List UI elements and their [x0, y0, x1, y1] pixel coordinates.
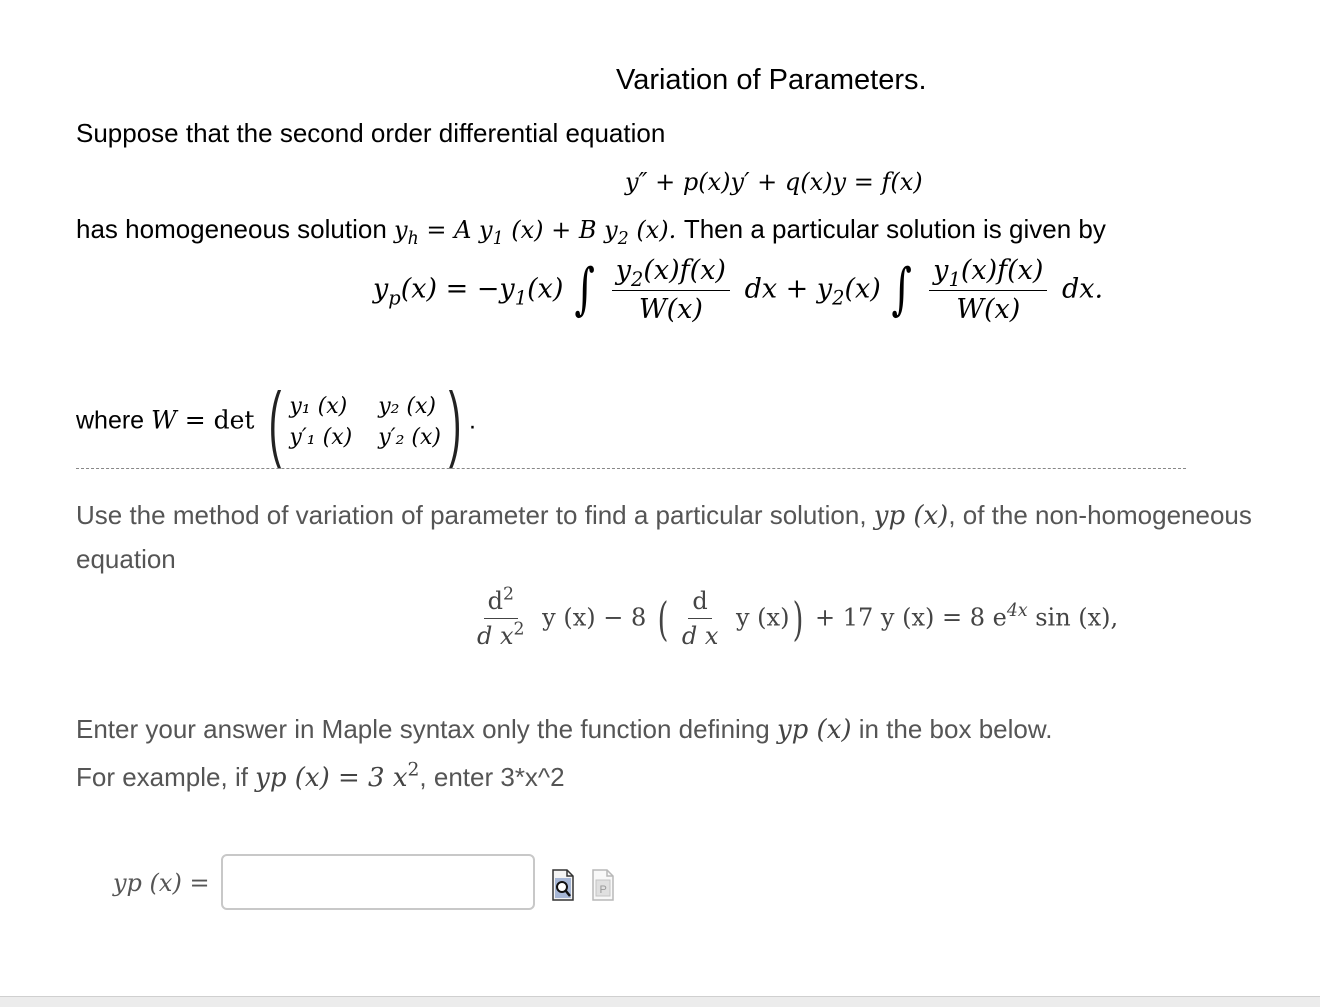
- first-derivative-fraction: $\frac{d}{\text{d x}}$: [681, 587, 719, 651]
- wronskian-definition: where W = det ( y₁ (x) y₂ (x) y′₁ (x) y′₂ (x) ) .: [76, 375, 476, 469]
- homog-prefix: has homogeneous solution: [76, 214, 395, 244]
- nonhomogeneous-equation: $\frac{d^2}{d x^2}$ y (x) − 8 ( $\frac{d}{\text{d x}}$ y (x)) + 17 y (x) = 8 $e^{4x}$ sin (x),: [467, 588, 1118, 650]
- intro-text: Suppose that the second order differential equation: [76, 118, 666, 148]
- matrix-cell: y₁ (x): [289, 394, 348, 419]
- answer-input[interactable]: [221, 854, 535, 910]
- dashed-divider: [76, 468, 1186, 469]
- example-text: For example, if yp (x) = 3 $x^2$, enter 3*x^2: [76, 759, 565, 793]
- fraction-2: $\frac{y_1(x)f(x)}{W(x)}$: [929, 256, 1047, 324]
- homogeneous-solution-text: [76, 214, 1106, 250]
- matrix-cell: y′₁ (x): [289, 425, 353, 450]
- homog-math: $y_h = A$ $y_1$ (x) + B $y_2$ (x).: [394, 216, 684, 250]
- fraction-1: $\frac{y_2(x)f(x)}{W(x)}$: [612, 256, 730, 324]
- svg-text:P: P: [599, 884, 607, 896]
- integral-symbol-2: ∫: [891, 257, 913, 323]
- ode-equation: y″ + p(x)y′ + q(x)y = f(x): [625, 168, 923, 196]
- second-derivative-fraction: $\frac{d^2}{d x^2}$: [477, 584, 525, 651]
- page-footer-bar: [0, 996, 1320, 1007]
- preview-icon[interactable]: [551, 868, 575, 902]
- matrix-cell: y₂ (x): [378, 394, 437, 419]
- answer-label: yp (x) =: [113, 869, 210, 897]
- wronskian-matrix: ( y₁ (x) y₂ (x) y′₁ (x) y′₂ (x) ): [269, 375, 462, 469]
- plain-text-icon[interactable]: [591, 868, 615, 902]
- enter-answer-text: Enter your answer in Maple syntax only the function defining yp (x) in the box below.: [76, 714, 1053, 745]
- page-title: Variation of Parameters.: [616, 64, 927, 96]
- instruction-text-2: equation: [76, 544, 176, 574]
- particular-solution-formula: $y_p(x) = -y_1(x)$ ∫ $\frac{y_2(x)f(x)}{W(x)}$ dx + $y_2(x)$ ∫ $\frac{y_1(x)f(x)}{W(x)}$ dx.: [373, 255, 1104, 325]
- matrix-cell: y′₂ (x): [378, 425, 441, 450]
- homog-suffix: Then a particular solution is given by: [683, 214, 1106, 244]
- instruction-text: Use the method of variation of parameter to find a particular solution, yp (x), of the non-homogeneous: [76, 500, 1252, 531]
- integral-symbol: ∫: [574, 257, 595, 323]
